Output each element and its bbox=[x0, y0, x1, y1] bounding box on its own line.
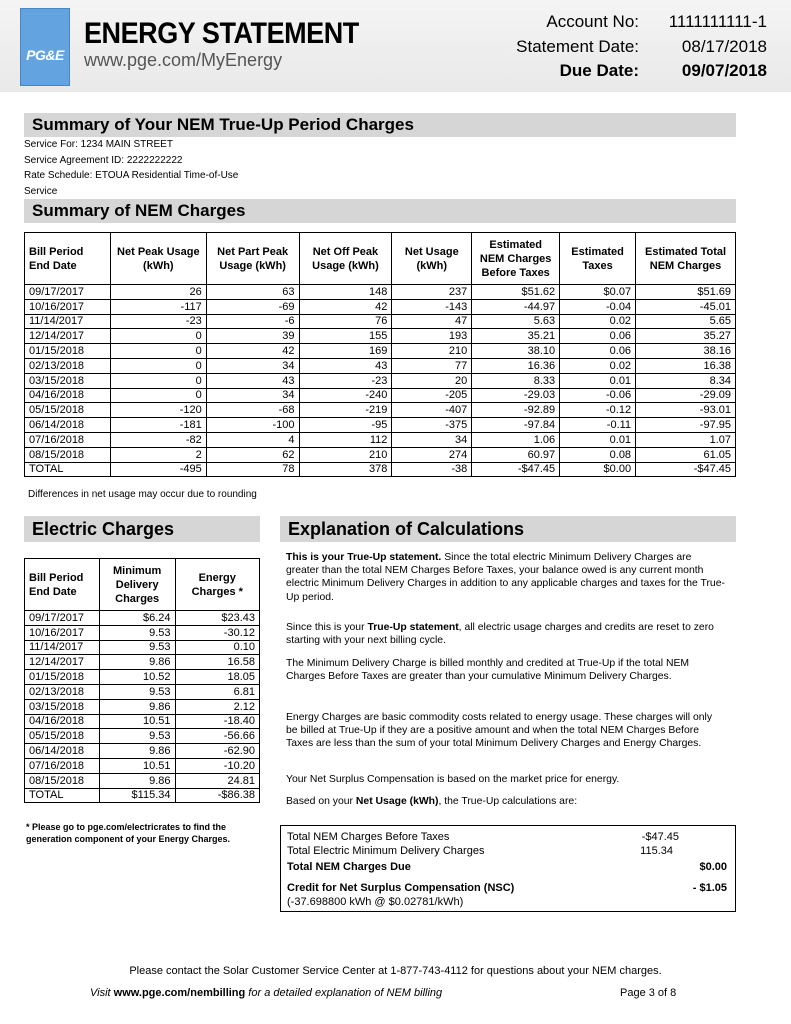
p6-rest: , the True-Up calculations are: bbox=[438, 796, 578, 807]
nem-table-cell: 193 bbox=[392, 329, 472, 344]
nem-table-cell: 43 bbox=[206, 373, 299, 388]
electric-table-cell: 9.86 bbox=[99, 699, 175, 714]
summary-section-title: Summary of Your NEM True-Up Period Charges bbox=[24, 113, 736, 137]
nem-table-cell: -240 bbox=[299, 388, 392, 403]
nem-table-row bbox=[25, 329, 736, 344]
nem-table-cell: -407 bbox=[392, 403, 472, 418]
nem-table-cell: -$47.45 bbox=[472, 462, 560, 477]
nem-table-cell: -97.95 bbox=[636, 418, 736, 433]
p1-rest: Since the total electric Minimum Delivery Charges are greater than the total NEM Charges Before Taxes, your balance owed is any current month electric Minimum Delivery Charges in addition to any applicable charges and taxes for the True-Up period. bbox=[286, 552, 725, 603]
pge-logo bbox=[20, 8, 70, 86]
nem-table-cell: TOTAL bbox=[25, 462, 111, 477]
nem-table-cell: 0.01 bbox=[560, 373, 636, 388]
electric-table-cell: 08/15/2018 bbox=[25, 773, 100, 788]
nsc-credit-label: Credit for Net Surplus Compensation (NSC) bbox=[287, 882, 515, 894]
explanation-paragraph-5: Your Net Surplus Compensation is based on the market price for energy. bbox=[286, 774, 620, 785]
electric-table-cell: 07/16/2018 bbox=[25, 758, 100, 773]
electric-table-cell: 9.53 bbox=[99, 640, 175, 655]
nem-table-cell: $0.07 bbox=[560, 285, 636, 300]
service-for: Service For: 1234 MAIN STREET bbox=[24, 139, 173, 150]
electric-table-cell: 0.10 bbox=[175, 640, 260, 655]
service-agreement-id: Service Agreement ID: 2222222222 bbox=[24, 155, 183, 166]
nem-table-cell: 16.38 bbox=[636, 358, 736, 373]
electric-table-cell: 2.12 bbox=[175, 699, 260, 714]
electric-table-total-row bbox=[25, 788, 260, 803]
nem-table-cell: 42 bbox=[206, 344, 299, 359]
nem-table-cell: 0.02 bbox=[560, 358, 636, 373]
nem-table-cell: -219 bbox=[299, 403, 392, 418]
nem-table-cell: 0 bbox=[110, 329, 206, 344]
nem-table-cell: 8.34 bbox=[636, 373, 736, 388]
electric-table-header: Minimum Delivery Charges bbox=[99, 559, 175, 611]
nem-table-cell: 02/13/2018 bbox=[25, 358, 111, 373]
nem-table-row bbox=[25, 403, 736, 418]
nem-table-row bbox=[25, 418, 736, 433]
electric-table-cell: 02/13/2018 bbox=[25, 684, 100, 699]
nem-table-cell: 47 bbox=[392, 314, 472, 329]
header-url: www.pge.com/MyEnergy bbox=[84, 50, 283, 70]
rate-schedule-cont: Service bbox=[24, 186, 58, 197]
nem-table-header: Bill Period End Date bbox=[25, 233, 111, 285]
true-up-calculation-box bbox=[280, 825, 736, 912]
electric-table-cell: 01/15/2018 bbox=[25, 670, 100, 685]
explanation-paragraph-3: The Minimum Delivery Charge is billed monthly and credited at True-Up if the total NEM Charges Before Taxes are greater than your cumulative Minimum Delivery Charges. bbox=[286, 658, 690, 683]
nem-table-cell: -68 bbox=[206, 403, 299, 418]
nem-table-cell: 34 bbox=[392, 432, 472, 447]
min-delivery-label: Total Electric Minimum Delivery Charges bbox=[287, 845, 485, 857]
nem-table-cell: -0.06 bbox=[560, 388, 636, 403]
nem-table-cell: 34 bbox=[206, 388, 299, 403]
nem-table-row bbox=[25, 432, 736, 447]
account-label: Account No: bbox=[546, 12, 639, 31]
nem-billing-link[interactable]: www.pge.com/nembilling bbox=[113, 987, 246, 999]
electric-table-cell: 09/17/2017 bbox=[25, 611, 100, 626]
nem-table-cell: 237 bbox=[392, 285, 472, 300]
nem-table-cell: 07/16/2018 bbox=[25, 432, 111, 447]
nem-table-cell: 09/17/2017 bbox=[25, 285, 111, 300]
electric-table-row bbox=[25, 714, 260, 729]
nem-table-cell: -205 bbox=[392, 388, 472, 403]
electric-table-header: Energy Charges * bbox=[175, 559, 260, 611]
electric-table-cell: 10.51 bbox=[99, 758, 175, 773]
electric-table-row bbox=[25, 758, 260, 773]
electric-table-cell: -$86.38 bbox=[175, 788, 260, 803]
nem-table-cell: 210 bbox=[392, 344, 472, 359]
explanation-paragraph-2 bbox=[286, 621, 726, 647]
electric-table-row bbox=[25, 699, 260, 714]
due-date-label: Due Date: bbox=[559, 61, 639, 80]
nem-table-cell: -495 bbox=[110, 462, 206, 477]
statement-date: 08/17/2018 bbox=[681, 37, 767, 56]
nem-table-cell: -0.12 bbox=[560, 403, 636, 418]
nem-table-cell: -92.89 bbox=[472, 403, 560, 418]
document-title: ENERGY STATEMENT bbox=[84, 17, 359, 50]
electric-table-cell: 9.86 bbox=[99, 773, 175, 788]
electric-table-cell: -30.12 bbox=[175, 625, 260, 640]
nem-table-cell: -29.09 bbox=[636, 388, 736, 403]
electric-table-header: Bill Period End Date bbox=[25, 559, 100, 611]
nem-table-cell: 0.02 bbox=[560, 314, 636, 329]
nem-table-cell: 0 bbox=[110, 373, 206, 388]
nem-table-cell: -0.11 bbox=[560, 418, 636, 433]
nem-table-cell: $51.62 bbox=[472, 285, 560, 300]
visit-line bbox=[90, 987, 442, 999]
nem-table-row bbox=[25, 358, 736, 373]
nem-table-cell: -38 bbox=[392, 462, 472, 477]
nem-due-label: Total NEM Charges Due bbox=[287, 861, 411, 873]
electric-table-cell: 9.53 bbox=[99, 684, 175, 699]
nem-table-row bbox=[25, 314, 736, 329]
nem-table-cell: 35.27 bbox=[636, 329, 736, 344]
electric-table-row bbox=[25, 640, 260, 655]
explanation-paragraph-4: Energy Charges are basic commodity costs related to energy usage. These charges will only be billed at True-Up if they are a positive amount and when the total NEM Charges Before Taxes are less than the sum of your total Minimum Delivery Charges and Energy Charges. bbox=[286, 712, 713, 750]
page-number: Page 3 of 8 bbox=[620, 987, 677, 999]
nem-table-cell: 8.33 bbox=[472, 373, 560, 388]
electric-table-cell: 24.81 bbox=[175, 773, 260, 788]
electric-table-row bbox=[25, 684, 260, 699]
nem-table-header: Estimated Total NEM Charges bbox=[636, 233, 736, 285]
nem-table-cell: 43 bbox=[299, 358, 392, 373]
electric-table-row bbox=[25, 625, 260, 640]
nem-table-cell: 38.16 bbox=[636, 344, 736, 359]
nem-table-cell: 76 bbox=[299, 314, 392, 329]
nem-table-cell: 42 bbox=[299, 299, 392, 314]
electric-table-row bbox=[25, 729, 260, 744]
nem-charges-table bbox=[24, 232, 736, 477]
nem-table-cell: -100 bbox=[206, 418, 299, 433]
nem-table-cell: -375 bbox=[392, 418, 472, 433]
nem-table-header: Net Peak Usage (kWh) bbox=[110, 233, 206, 285]
nem-table-cell: 0.01 bbox=[560, 432, 636, 447]
electric-table-cell: 10.52 bbox=[99, 670, 175, 685]
nem-table-cell: 39 bbox=[206, 329, 299, 344]
nem-table-cell: -45.01 bbox=[636, 299, 736, 314]
nem-table-header: Net Part Peak Usage (kWh) bbox=[206, 233, 299, 285]
logo-text: PG&E bbox=[26, 47, 64, 63]
nem-table-cell: 0.06 bbox=[560, 329, 636, 344]
visit-start: Visit bbox=[90, 987, 114, 999]
electric-table-cell: 06/14/2018 bbox=[25, 744, 100, 759]
electric-table-cell: -10.20 bbox=[175, 758, 260, 773]
nem-table-cell: 1.07 bbox=[636, 432, 736, 447]
electric-table-cell: TOTAL bbox=[25, 788, 100, 803]
electric-table-cell: -62.90 bbox=[175, 744, 260, 759]
nem-due-value: $0.00 bbox=[699, 861, 727, 873]
nem-table-header: Net Usage (kWh) bbox=[392, 233, 472, 285]
nsc-credit-value: - $1.05 bbox=[692, 882, 727, 894]
visit-rest: for a detailed explanation of NEM billing bbox=[245, 987, 443, 999]
nem-table-header: Estimated NEM Charges Before Taxes bbox=[472, 233, 560, 285]
nem-table-cell: -143 bbox=[392, 299, 472, 314]
rounding-note: Differences in net usage may occur due to rounding bbox=[28, 489, 257, 500]
nem-table-cell: 0 bbox=[110, 358, 206, 373]
nem-table-cell: 12/14/2017 bbox=[25, 329, 111, 344]
nem-table-cell: -93.01 bbox=[636, 403, 736, 418]
nem-table-row bbox=[25, 299, 736, 314]
energy-footnote-line1: * Please go to pge.com/electricrates to find the bbox=[26, 822, 227, 832]
electric-table-cell: -18.40 bbox=[175, 714, 260, 729]
explanation-section-title: Explanation of Calculations bbox=[280, 516, 736, 542]
nem-table-cell: 112 bbox=[299, 432, 392, 447]
electric-table-cell: $6.24 bbox=[99, 611, 175, 626]
nem-table-cell: -0.04 bbox=[560, 299, 636, 314]
electric-table-row bbox=[25, 773, 260, 788]
nem-table-cell: 60.97 bbox=[472, 447, 560, 462]
electric-table-row bbox=[25, 670, 260, 685]
electric-table-row bbox=[25, 744, 260, 759]
nem-table-cell: -97.84 bbox=[472, 418, 560, 433]
electric-table-cell: 12/14/2017 bbox=[25, 655, 100, 670]
nem-table-cell: 04/16/2018 bbox=[25, 388, 111, 403]
p2-start: Since this is your bbox=[286, 622, 368, 633]
nem-table-cell: -95 bbox=[299, 418, 392, 433]
electric-table-cell: 10.51 bbox=[99, 714, 175, 729]
nem-table-row bbox=[25, 373, 736, 388]
nem-table-cell: 210 bbox=[299, 447, 392, 462]
electric-charges-table bbox=[24, 558, 260, 803]
electric-table-row bbox=[25, 611, 260, 626]
explanation-paragraph-6 bbox=[286, 795, 726, 808]
nem-table-row bbox=[25, 388, 736, 403]
nem-section-title: Summary of NEM Charges bbox=[24, 199, 736, 223]
nem-table-cell: 26 bbox=[110, 285, 206, 300]
electric-table-cell: 18.05 bbox=[175, 670, 260, 685]
nem-table-row bbox=[25, 344, 736, 359]
p1-bold: This is your True-Up statement. bbox=[286, 552, 442, 563]
electric-table-cell: 9.86 bbox=[99, 744, 175, 759]
nem-table-cell: 61.05 bbox=[636, 447, 736, 462]
nem-table-cell: 78 bbox=[206, 462, 299, 477]
nem-table-cell: 20 bbox=[392, 373, 472, 388]
electric-table-cell: 9.86 bbox=[99, 655, 175, 670]
electric-table-cell: 9.53 bbox=[99, 729, 175, 744]
nem-table-cell: 5.65 bbox=[636, 314, 736, 329]
rate-schedule: Rate Schedule: ETOUA Residential Time-of-Use bbox=[24, 170, 239, 181]
nem-table-cell: 16.36 bbox=[472, 358, 560, 373]
nem-table-cell: 77 bbox=[392, 358, 472, 373]
nem-table-cell: 155 bbox=[299, 329, 392, 344]
p6-start: Based on your bbox=[286, 796, 356, 807]
nem-table-cell: 62 bbox=[206, 447, 299, 462]
due-date: 09/07/2018 bbox=[681, 61, 767, 80]
nem-table-row bbox=[25, 285, 736, 300]
nem-table-cell: -44.97 bbox=[472, 299, 560, 314]
nem-table-cell: -23 bbox=[299, 373, 392, 388]
electric-table-row bbox=[25, 655, 260, 670]
nem-table-cell: -69 bbox=[206, 299, 299, 314]
electric-table-cell: 03/15/2018 bbox=[25, 699, 100, 714]
nem-table-cell: 08/15/2018 bbox=[25, 447, 111, 462]
nem-table-cell: 63 bbox=[206, 285, 299, 300]
nem-table-cell: 11/14/2017 bbox=[25, 314, 111, 329]
nem-table-cell: 5.63 bbox=[472, 314, 560, 329]
nem-table-cell: 4 bbox=[206, 432, 299, 447]
nem-before-taxes-label: Total NEM Charges Before Taxes bbox=[287, 831, 450, 843]
nem-table-cell: -$47.45 bbox=[636, 462, 736, 477]
nem-table-row bbox=[25, 447, 736, 462]
electric-table-cell: 05/15/2018 bbox=[25, 729, 100, 744]
electric-table-cell: $23.43 bbox=[175, 611, 260, 626]
contact-line: Please contact the Solar Customer Service Center at 1-877-743-4112 for questions about your NEM charges. bbox=[129, 965, 662, 977]
statement-date-label: Statement Date: bbox=[516, 37, 639, 56]
nem-table-cell: 378 bbox=[299, 462, 392, 477]
electric-table-cell: 10/16/2017 bbox=[25, 625, 100, 640]
nem-table-header: Net Off Peak Usage (kWh) bbox=[299, 233, 392, 285]
nem-table-cell: 274 bbox=[392, 447, 472, 462]
nem-table-cell: 0 bbox=[110, 344, 206, 359]
electric-table-cell: $115.34 bbox=[99, 788, 175, 803]
nem-table-header: Estimated Taxes bbox=[560, 233, 636, 285]
electric-table-cell: 9.53 bbox=[99, 625, 175, 640]
min-delivery-value: 115.34 bbox=[640, 845, 673, 857]
nem-table-cell: -82 bbox=[110, 432, 206, 447]
nem-table-total-row bbox=[25, 462, 736, 477]
nem-table-cell: 38.10 bbox=[472, 344, 560, 359]
nem-table-cell: $0.00 bbox=[560, 462, 636, 477]
electric-table-cell: 04/16/2018 bbox=[25, 714, 100, 729]
nem-table-cell: -29.03 bbox=[472, 388, 560, 403]
nem-table-cell: -117 bbox=[110, 299, 206, 314]
electric-table-cell: 16.58 bbox=[175, 655, 260, 670]
nem-table-cell: 0.08 bbox=[560, 447, 636, 462]
nem-table-cell: 05/15/2018 bbox=[25, 403, 111, 418]
nem-table-cell: -120 bbox=[110, 403, 206, 418]
nem-table-cell: 148 bbox=[299, 285, 392, 300]
nem-table-cell: -23 bbox=[110, 314, 206, 329]
electric-table-cell: 11/14/2017 bbox=[25, 640, 100, 655]
nsc-credit-detail: (-37.698800 kWh @ $0.02781/kWh) bbox=[287, 896, 464, 908]
nem-table-cell: 34 bbox=[206, 358, 299, 373]
account-number: 1111111111-1 bbox=[668, 12, 767, 31]
p2-rest: , all electric usage charges and credits are reset to zero starting with your next billing cycle. bbox=[286, 622, 714, 647]
p2-bold: True-Up statement bbox=[367, 622, 459, 633]
nem-table-cell: 2 bbox=[110, 447, 206, 462]
nem-table-cell: 03/15/2018 bbox=[25, 373, 111, 388]
nem-table-cell: -181 bbox=[110, 418, 206, 433]
nem-table-cell: 06/14/2018 bbox=[25, 418, 111, 433]
nem-table-cell: 01/15/2018 bbox=[25, 344, 111, 359]
nem-table-cell: -6 bbox=[206, 314, 299, 329]
energy-footnote-line2: generation component of your Energy Charges. bbox=[26, 834, 231, 844]
nem-before-taxes-value: -$47.45 bbox=[641, 831, 679, 843]
electric-section-title: Electric Charges bbox=[24, 516, 260, 542]
nem-table-cell: $51.69 bbox=[636, 285, 736, 300]
explanation-paragraph-1 bbox=[286, 551, 726, 604]
nem-table-cell: 0 bbox=[110, 388, 206, 403]
nem-table-cell: 35.21 bbox=[472, 329, 560, 344]
electric-table-cell: 6.81 bbox=[175, 684, 260, 699]
electric-table-cell: -56.66 bbox=[175, 729, 260, 744]
nem-table-cell: 169 bbox=[299, 344, 392, 359]
p6-bold: Net Usage (kWh) bbox=[355, 796, 439, 807]
nem-table-cell: 1.06 bbox=[472, 432, 560, 447]
nem-table-cell: 10/16/2017 bbox=[25, 299, 111, 314]
nem-table-cell: 0.06 bbox=[560, 344, 636, 359]
